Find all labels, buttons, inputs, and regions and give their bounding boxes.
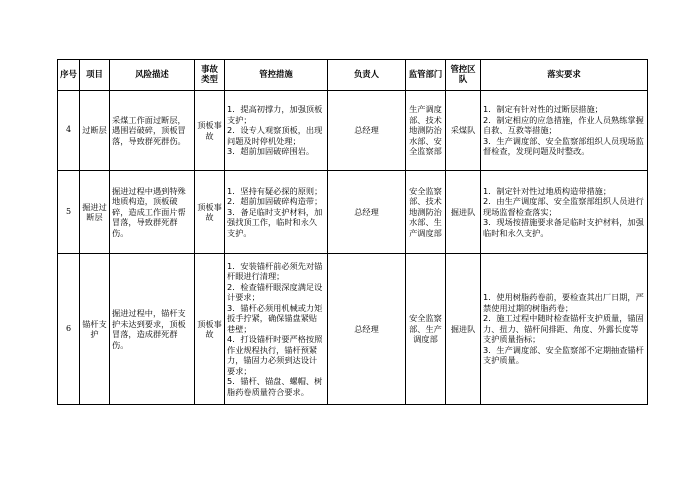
row-area: 采煤队: [446, 91, 481, 171]
row-item: 掘进过断层: [80, 171, 110, 254]
row-accident: 顶板事故: [195, 254, 225, 405]
row-no: 5: [58, 171, 80, 254]
row-area: 掘进队: [446, 171, 481, 254]
measure-line: 3．超前加固破碎围岩。: [227, 146, 315, 157]
header-measures: 管控措施: [225, 60, 328, 91]
row-item: 锚杆支护: [80, 254, 110, 405]
measure-line: 1．安装锚杆前必须先对锚杆眼进行清理；: [227, 260, 323, 282]
row-risk: 掘进过程中，锚杆支护未达到要求，顶板冒落，造成群死群伤。: [110, 254, 195, 405]
measure-line: 2．超前加固破碎构造带；: [227, 196, 323, 207]
row-dept: 生产调度部、技术地测防治水部、安全监察部: [406, 91, 446, 171]
row-req: [481, 91, 648, 171]
row-measures: [225, 171, 328, 254]
row-dept: 安全监察部、生产调度部: [406, 254, 446, 405]
risk-control-table: [57, 59, 648, 405]
req-line: 3．生产调度部、安全监察部组织人员现场监督检查，发现问题及时整改。: [483, 135, 644, 157]
header-req: 落实要求: [481, 60, 648, 91]
measure-line: 1．坚持有疑必探的原则；: [227, 185, 323, 196]
table-row: [58, 91, 648, 171]
req-line: 1．制定针对性过地质构造带措施；: [483, 185, 612, 196]
req-line: 1．使用树脂药卷前，要检查其出厂日期，严禁使用过期的树脂药卷；: [483, 292, 644, 313]
measure-line: 1．提高初撑力，加强顶板支护；: [227, 104, 323, 125]
row-measures: [225, 254, 328, 405]
row-risk: 掘进过程中遇到特殊地质构造，顶板破碎，造成工作面片帮冒落，导致群死群伤。: [110, 171, 195, 254]
row-accident: 顶板事故: [195, 171, 225, 254]
header-accident: 事故类型: [195, 60, 225, 91]
row-area: 掘进队: [446, 254, 481, 405]
row-accident: 顶板事故: [195, 91, 225, 171]
table-row: [58, 171, 648, 254]
measure-line: 3．备足临时支护材料，加强找顶工作，临时和永久支护。: [227, 206, 323, 238]
req-line: 3．现场按措施要求备足临时支护材料，加强临时和永久支护。: [483, 217, 644, 238]
req-line: 2．制定相应的应急措施，作业人员熟练掌握自救、互救等措施；: [483, 114, 644, 136]
table-row: [58, 254, 648, 405]
row-risk: 采煤工作面过断层，遇围岩破碎，顶板冒落，导致群死群伤。: [110, 91, 195, 171]
row-no: 4: [58, 91, 80, 171]
row-req: [481, 171, 648, 254]
measure-line: 2．设专人观察顶板，出现问题及时停机处理；: [227, 125, 323, 146]
measure-line: 5．锚杆、锚盘、螺帽、树脂药卷质量符合要求。: [227, 376, 323, 397]
header-row: [58, 60, 648, 91]
header-area: 管控区队: [446, 60, 481, 91]
req-line: 3．生产调度部、安全监察部不定期抽查锚杆支护质量。: [483, 344, 644, 366]
row-person: 总经理: [328, 254, 406, 405]
row-measures: [225, 91, 328, 171]
measure-line: 2．检查锚杆眼深度满足设计要求；: [227, 281, 323, 303]
row-person: 总经理: [328, 91, 406, 171]
row-dept: 安全监察部、技术地测防治水部、生产调度部: [406, 171, 446, 254]
measure-line: 4．打设锚杆时要严格按照作业规程执行，锚杆预紧力，锚固力必须到达设计要求；: [227, 334, 323, 376]
row-no: 6: [58, 254, 80, 405]
measure-line: 3．锚杆必须用机械或力矩扳手拧紧，确保锚盘紧贴巷壁；: [227, 302, 323, 334]
header-dept: 监管部门: [406, 60, 446, 91]
req-line: 1．制定有针对性的过断层措施；: [483, 104, 603, 115]
header-risk: 风险描述: [110, 60, 195, 91]
header-person: 负责人: [328, 60, 406, 91]
header-no: 序号: [58, 60, 80, 91]
row-item: 过断层: [80, 91, 110, 171]
row-req: [481, 254, 648, 405]
req-line: 2．由生产调度部、安全监察部组织人员进行现场监督检查落实；: [483, 196, 644, 217]
req-line: 2．施工过程中随时检查锚杆支护质量，锚固力、扭力、锚杆间排距、角度、外露长度等支护质量指标；: [483, 313, 644, 345]
row-person: 总经理: [328, 171, 406, 254]
header-item: 项目: [80, 60, 110, 91]
